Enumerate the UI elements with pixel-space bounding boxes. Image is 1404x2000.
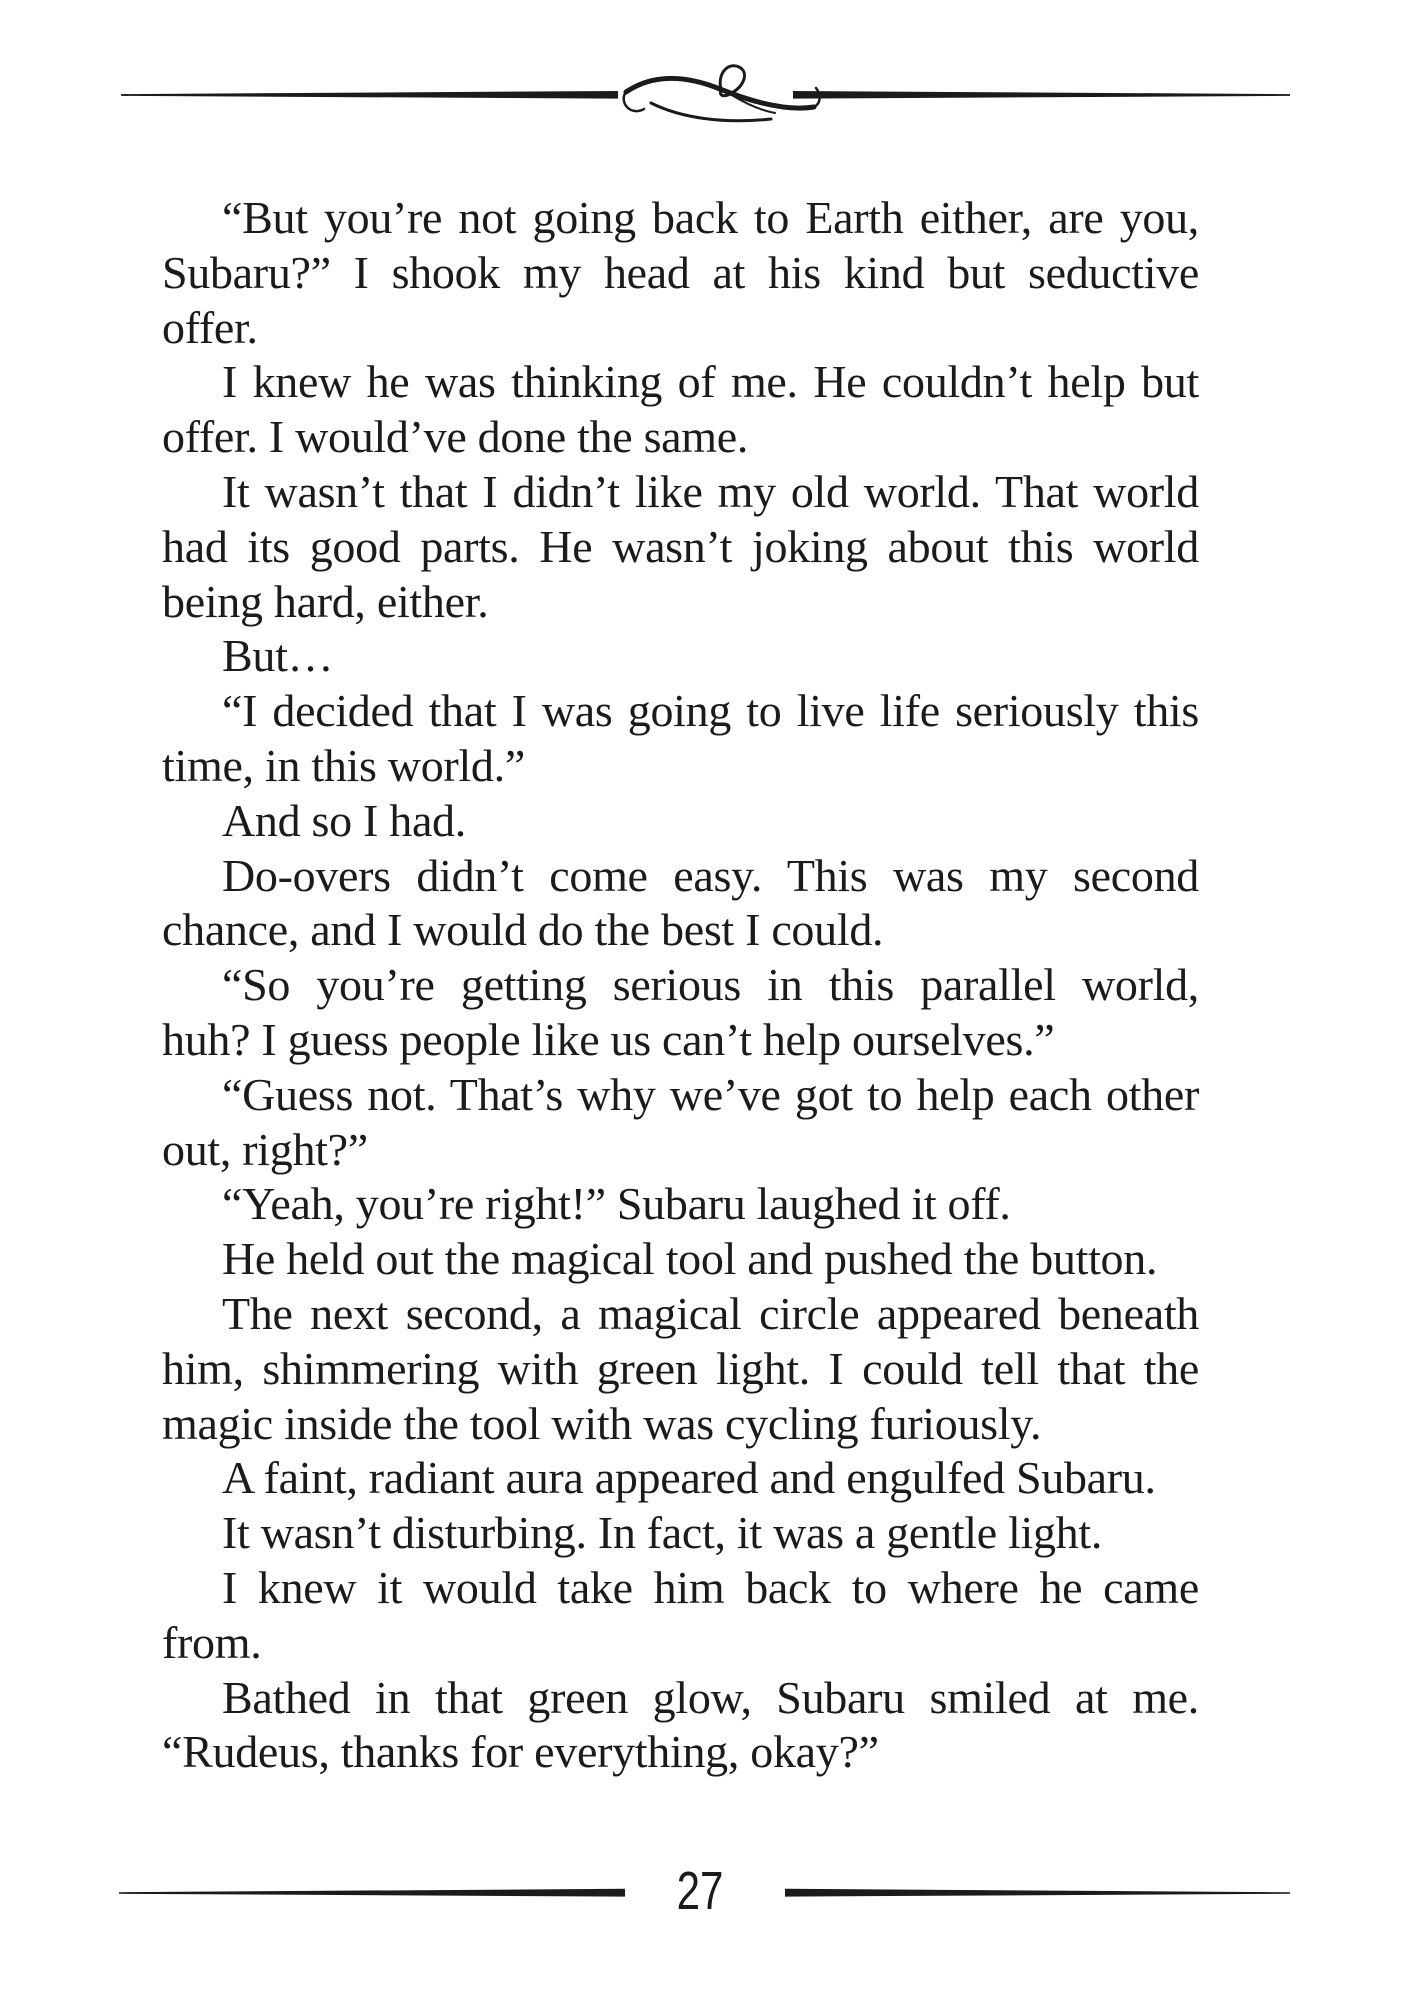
text-line: “Yeah, you’re right!” Subaru laughed it off.: [222, 1178, 1011, 1230]
text-line: out, right?”: [162, 1123, 368, 1175]
header-rule-left: [121, 91, 618, 99]
text-line: Subaru?” I shook my head at his kind but seductive: [162, 246, 1199, 298]
text-line: “Rudeus, thanks for everything, okay?”: [162, 1726, 879, 1778]
text-line: “I decided that I was going to live life seriously this: [222, 685, 1199, 737]
text-line: from.: [162, 1616, 262, 1668]
text-line: It wasn’t disturbing. In fact, it was a gentle light.: [222, 1507, 1103, 1559]
text-line: Do-overs didn’t come easy. This was my second: [222, 849, 1199, 901]
page-text: [162, 191, 1199, 1780]
text-line: The next second, a magical circle appeared beneath: [222, 1287, 1199, 1339]
text-line: him, shimmering with green light. I could tell that the: [162, 1342, 1199, 1394]
text-line: chance, and I would do the best I could.: [162, 904, 884, 956]
text-line: And so I had.: [222, 794, 466, 846]
text-line: “But you’re not going back to Earth either, are you,: [222, 192, 1199, 243]
footer-rule-left: [119, 1886, 625, 1900]
text-line: “So you’re getting serious in this parallel world,: [222, 959, 1199, 1011]
text-line: It wasn’t that I didn’t like my old world. That world: [222, 465, 1199, 517]
text-line: huh? I guess people like us can’t help ourselves.”: [162, 1013, 1055, 1065]
header-divider: [121, 60, 1290, 132]
text-line: A faint, radiant aura appeared and engulfed Subaru.: [222, 1452, 1156, 1504]
text-line: But…: [222, 630, 334, 682]
text-line: had its good parts. He wasn’t joking about this world: [162, 520, 1199, 572]
text-line: magic inside the tool with was cycling furiously.: [162, 1397, 1042, 1449]
text-line: Bathed in that green glow, Subaru smiled at me.: [222, 1671, 1199, 1723]
header-rule-right: [793, 91, 1290, 99]
text-line: offer. I would’ve done the same.: [162, 411, 749, 463]
footer-rule-right: [785, 1886, 1290, 1900]
page-number: 27: [676, 1861, 724, 1921]
text-line: time, in this world.”: [162, 739, 525, 791]
text-line: offer.: [162, 301, 258, 353]
text-line: He held out the magical tool and pushed the button.: [222, 1233, 1158, 1285]
text-line: being hard, either.: [162, 575, 489, 627]
text-line: I knew it would take him back to where he came: [222, 1561, 1199, 1613]
text-line: I knew he was thinking of me. He couldn’t help but: [222, 356, 1199, 408]
flourish-ornament: [624, 66, 820, 121]
text-line: “Guess not. That’s why we’ve got to help each other: [222, 1068, 1199, 1120]
